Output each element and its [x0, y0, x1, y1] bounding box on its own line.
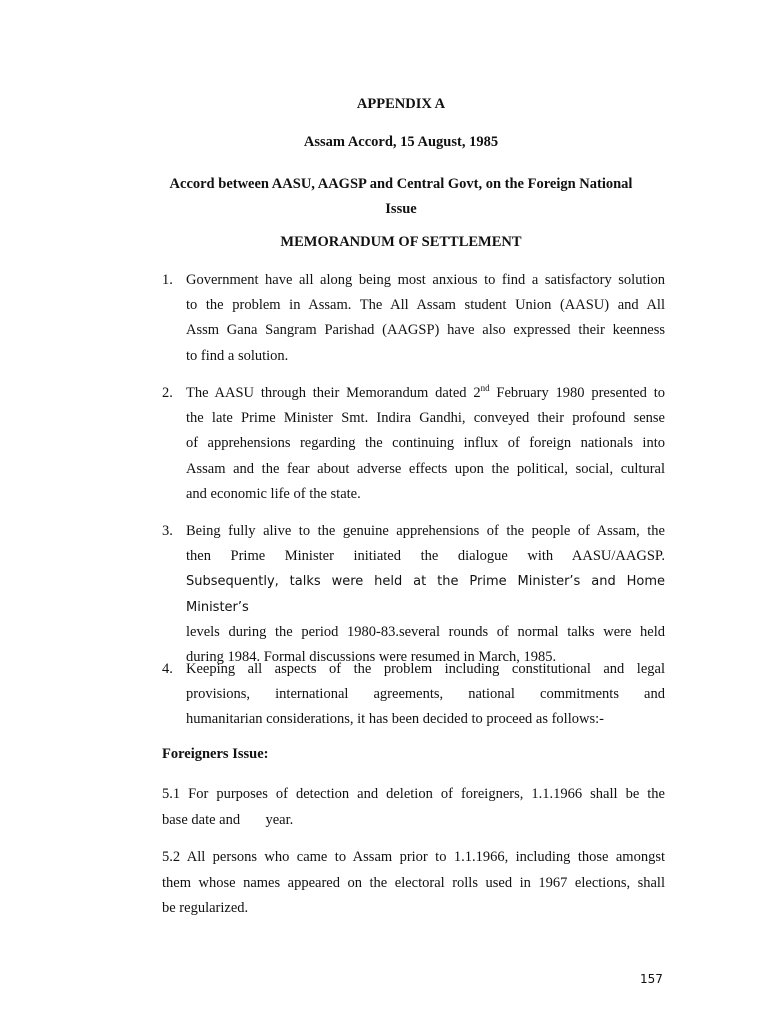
list-item-body [186, 657, 665, 733]
list-item-1 [162, 268, 665, 369]
list-item-line: and economic life of the state. [186, 485, 361, 502]
list-item-3 [162, 519, 665, 670]
paragraph-line: them whose names appeared on the electoral rolls used in 1967 elections, shall [162, 874, 665, 891]
list-item-line: levels during the period 1980-83.several rounds of normal talks were held [186, 623, 665, 640]
list-item-line: Keeping all aspects of the problem including constitutional and legal [186, 661, 665, 677]
list-item-line: Subsequently, talks were held at the Prime Minister’s and Home Minister’s [186, 574, 665, 615]
paragraph-line: 5.2 All persons who came to Assam prior to 1.1.1966, including those amongst [162, 849, 665, 865]
list-item-body [186, 268, 665, 369]
accord-title: Assam Accord, 15 August, 1985 [303, 134, 499, 150]
appendix-heading: APPENDIX A [356, 96, 446, 112]
list-item-line: Assam and the fear about adverse effects upon the political, social, cultural [186, 460, 665, 477]
paragraph-5-2 [162, 845, 665, 922]
list-item-line: humanitarian considerations, it has been decided to proceed as follows:- [186, 711, 604, 728]
memorandum-heading: MEMORANDUM OF SETTLEMENT [280, 234, 522, 250]
list-item-body [186, 519, 665, 670]
paragraph-line: 5.1 For purposes of detection and deletion of foreigners, 1.1.1966 shall be the [162, 786, 665, 802]
accord-subtitle-line2: Issue [385, 201, 417, 217]
list-item-line: during 1984. Formal discussions were resumed in March, 1985. [186, 649, 557, 666]
line-text: The AASU through their Memorandum dated 2 [186, 385, 481, 401]
paragraph-5-1 [162, 782, 665, 833]
accord-subtitle-line1: Accord between AASU, AAGSP and Central Govt, on the Foreign National [169, 176, 633, 192]
ordinal-superscript: nd [480, 383, 490, 394]
list-item-line: then Prime Minister initiated the dialogue with AASU/AAGSP. [186, 548, 665, 565]
paragraph-line: be regularized. [162, 900, 249, 916]
list-item-line: Government have all along being most anxious to find a satisfactory solution [186, 272, 665, 288]
list-item-number: 1. [162, 272, 173, 288]
list-item-2 [162, 381, 665, 507]
list-item-line: Assm Gana Sangram Parishad (AAGSP) have also expressed their keenness [186, 322, 665, 339]
list-item-4 [162, 657, 665, 733]
list-item-number: 2. [162, 385, 173, 401]
list-item-line: the late Prime Minister Smt. Indira Gandhi, conveyed their profound sense [186, 410, 665, 427]
paragraph-line: base date and year. [162, 811, 294, 828]
accord-subtitle [0, 172, 768, 222]
list-item-body [186, 381, 665, 507]
page-number: 157 [640, 972, 663, 986]
list-item-line: to the problem in Assam. The All Assam student Union (AASU) and All [186, 297, 665, 314]
list-item-line: Being fully alive to the genuine apprehensions of the people of Assam, the [186, 523, 665, 539]
list-item-number: 4. [162, 661, 173, 677]
list-item-line: provisions, international agreements, national commitments and [186, 686, 665, 703]
line-text: February 1980 presented to [489, 385, 666, 401]
list-item-line: of apprehensions regarding the continuing influx of foreign nationals into [186, 435, 665, 452]
list-item-line [186, 381, 665, 406]
list-item-line: to find a solution. [186, 347, 289, 364]
foreigners-issue-heading: Foreigners Issue: [162, 746, 269, 762]
list-item-number: 3. [162, 523, 173, 539]
